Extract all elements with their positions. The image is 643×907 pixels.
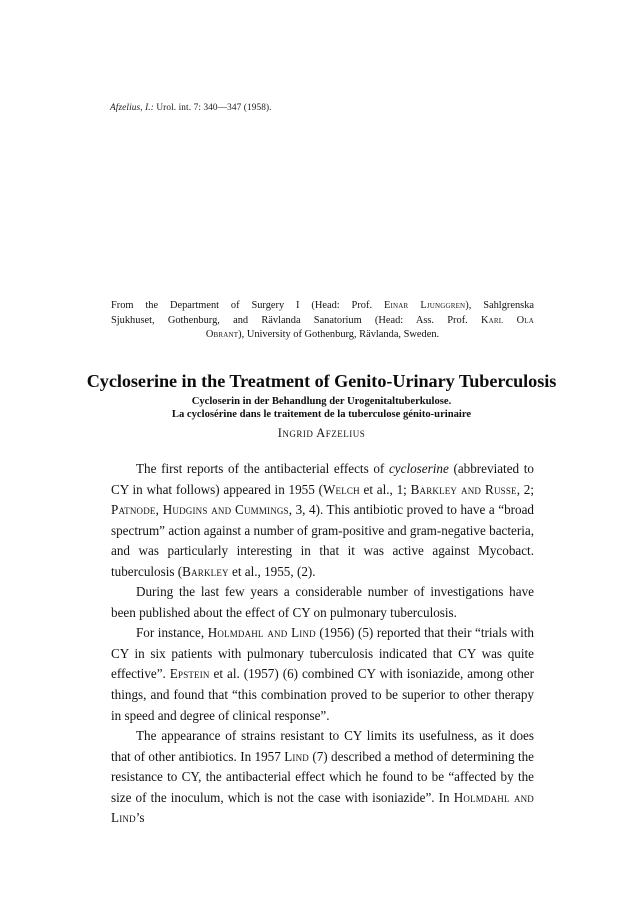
p1-term-cycloserine: cycloserine xyxy=(388,461,449,476)
citation-author: Afzelius, I.: xyxy=(110,103,154,113)
p1-ref-barkley: Barkley xyxy=(182,563,229,579)
paragraph-3 xyxy=(111,623,534,726)
affiliation-name-obrant: Obrant xyxy=(205,329,239,341)
page-title: Cycloserine in the Treatment of Genito-Urinary Tuberculosis xyxy=(86,371,557,392)
affiliation-text-1a: From the Department of Surgery I (Head: Prof. xyxy=(111,300,384,311)
author-byline: Ingrid Afzelius xyxy=(277,426,366,440)
p3-text-3: et al. (1957) (6) combined CY with isoniazide, among other things, and found that “this combination proved to be superior to other therapy in speed and degree of clinical response”. xyxy=(111,666,534,723)
paragraph-2: During the last few years a considerable number of investigations have been published about the effect of CY on pulmonary tuberculosis. xyxy=(111,584,534,620)
affiliation-name-karl-ola: Karl Ola xyxy=(480,314,534,326)
p3-ref-holmdahl-lind: Holmdahl and Lind xyxy=(207,625,316,641)
affiliation-line-3 xyxy=(111,328,534,343)
p1-ref-patnode-hudgins-cummings: Patnode, Hudgins and Cummings xyxy=(111,502,289,518)
affiliation-text-1b: ), Sahlgrenska xyxy=(465,300,535,311)
p1-ref-welch: Welch xyxy=(322,481,360,497)
p4-ref-lind: Lind xyxy=(284,748,309,764)
affiliation-line-1 xyxy=(111,299,534,314)
p1-text-1: The first reports of the antibacterial effects of xyxy=(136,461,389,476)
p1-text-5: , 3, 4). This antibiotic proved to have a “broad spectrum” action against a number of gram-positive and gram-negative bacteria, and was particularly interesting in that it was active against Mycobact. tuberculosis ( xyxy=(111,502,534,579)
p3-text-1: For instance, xyxy=(136,625,208,641)
body-text xyxy=(111,459,534,829)
subtitle-french: La cyclosérine dans le traitement de la tuberculose génito-urinaire xyxy=(171,408,472,420)
p4-text-1: The appearance of strains resistant to CY limits its usefulness, as it does that of other antibiotics. In 1957 xyxy=(111,728,534,764)
p1-text-3: et al., 1; xyxy=(359,481,411,497)
p3-ref-epstein: Epstein xyxy=(169,666,210,682)
affiliation-name-ljunggren: Einar Ljunggren xyxy=(383,300,466,311)
p4-text-2: (7) described a method of determining the resistance to CY, the antibacterial effect which he found to be “affected by the size of the inoculum, which is not the case with isoniazide”. In xyxy=(111,748,534,805)
affiliation-text-2a: Sjukhuset, Gothenburg, and Rävlanda Sanatorium (Head: Ass. Prof. xyxy=(111,314,481,326)
p1-text-2: (abbreviated to CY in what follows) appeared in 1955 ( xyxy=(111,461,534,497)
subtitle-german: Cycloserin in der Behandlung der Urogenitaltuberkulose. xyxy=(191,396,452,407)
p1-ref-barkley-russe: Barkley and Russe xyxy=(410,481,517,497)
citation-line xyxy=(110,102,540,114)
subtitle-block xyxy=(71,396,572,421)
affiliation-block xyxy=(111,299,534,343)
affiliation-text-3b: ), University of Gothenburg, Rävlanda, Sweden. xyxy=(238,329,440,341)
p1-text-6: et al., 1955, (2). xyxy=(228,563,316,579)
p4-text-3: ’s xyxy=(135,810,145,826)
affiliation-line-2 xyxy=(111,314,534,329)
citation-reference: Urol. int. 7: 340—347 (1958). xyxy=(153,103,272,113)
p3-text-2: (1956) (5) reported that their “trials with CY in six patients with pulmonary tuberculosis indicated that CY was quite effective”. xyxy=(111,625,535,682)
p1-text-4: , 2; xyxy=(516,481,534,497)
paragraph-1 xyxy=(111,459,534,582)
paragraph-4 xyxy=(111,726,534,829)
p4-ref-holmdahl-lind: Holmdahl and Lind xyxy=(111,789,534,826)
